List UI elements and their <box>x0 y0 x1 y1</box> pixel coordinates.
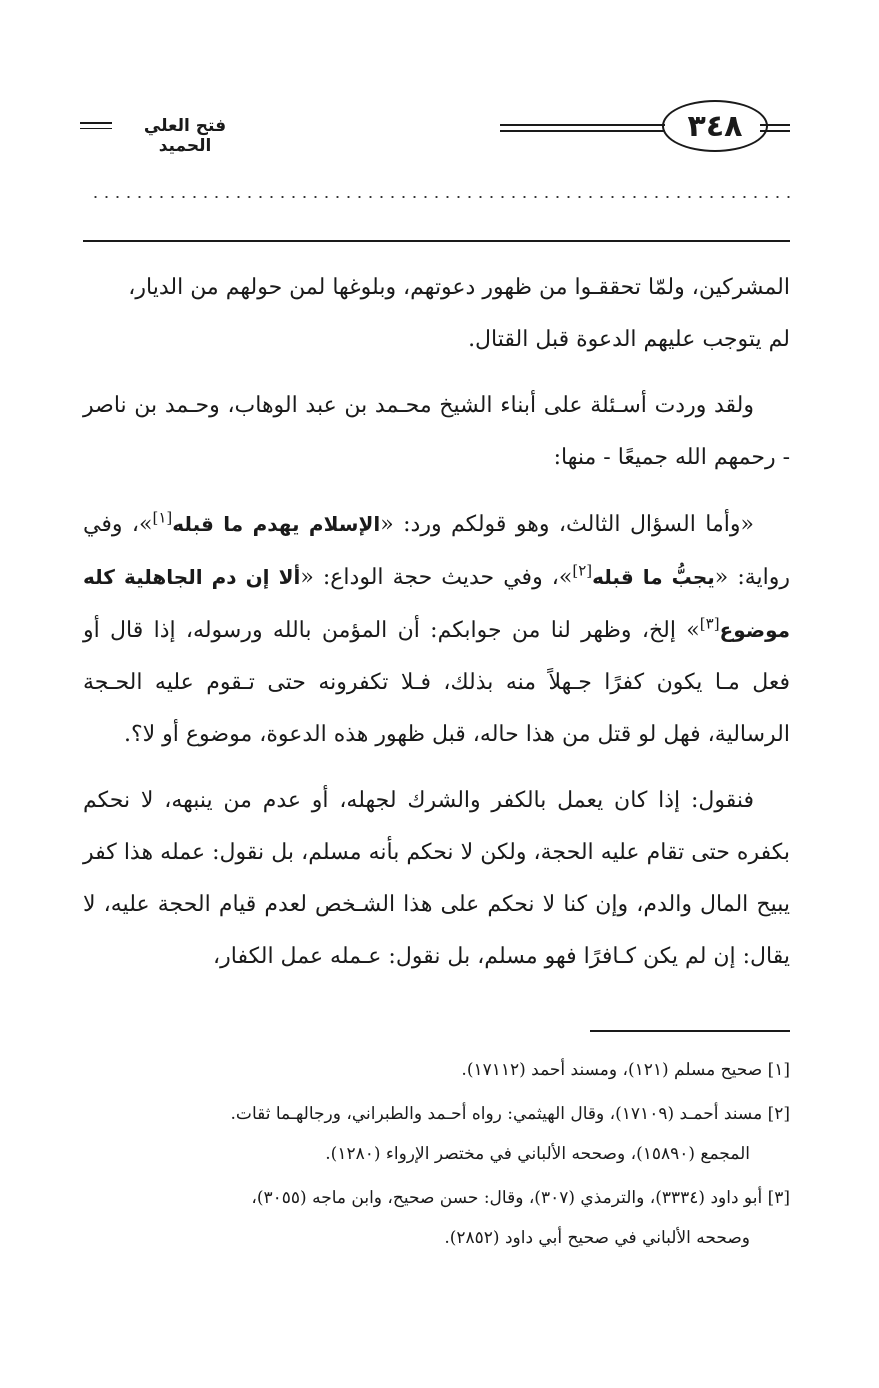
footnote-ref-2[interactable]: [٢] <box>572 561 593 580</box>
paragraph-3 <box>83 498 790 761</box>
p1-line1: المشركين، ولمّا تحققـوا من ظهور دعوتهم، وبلوغها لمن حولهم من الديار، <box>128 275 790 300</box>
footnotes <box>83 1050 790 1262</box>
footnote-ref-3[interactable]: [٣] <box>699 614 720 633</box>
hadith-quote-3: ألا إن دم الجاهلية كله موضوع <box>83 565 790 642</box>
main-text <box>83 262 790 997</box>
p3-text-b: »، وفي رواية: « <box>83 512 791 590</box>
footnote-2 <box>83 1094 790 1174</box>
paragraph-4: فنقول: إذا كان يعمل بالكفر والشرك لجهله، أو عدم من ينبهه، لا نحكم بكفره حتى تقام عليه الحجة، ولكن لا نحكم بأنه مسلم، بل نقول: عمله هذا كفر يبيح المال والدم، وإن كنا لا نحكم على هذا الشـخص لعدم قيام الحجة عليه، لا يقال: إن لم يكن كـافرًا فهو مسلم، بل نقول: عـمله عمل الكفار، <box>83 788 790 969</box>
paragraph-1 <box>83 262 790 366</box>
hadith-quote-2: يجبُّ ما قبله <box>592 565 715 589</box>
hadith-quote-1: الإسلام يهدم ما قبله <box>172 512 381 536</box>
footnote-2-line1: [٢] مسند أحمـد (١٧١٠٩)، وقال الهيثمي: رواه أحـمد والطبراني، ورجالهـما ثقات. <box>230 1104 790 1124</box>
p3-text-d: » إلخ، وظهر لنا من جوابكم: أن المؤمن بالله ورسوله، إذا قال أو فعل مـا يكون كفرًا جـهلاً منه بذلك، فـلا تكفرونه حتى تـقوم عليه الحـجة الرسالية، فهل لو قتل من هذا حاله، قبل ظهور هذه الدعوة، موضوع أو لا؟. <box>83 618 790 747</box>
header-rule-upper <box>500 124 665 126</box>
footnote-3 <box>83 1178 790 1258</box>
page-number: ٣٤٨ <box>662 100 768 152</box>
footnote-1: [١] صحيح مسلم (١٢١)، ومسند أحمد (١٧١١٢). <box>461 1060 790 1080</box>
header-dash-ornament <box>80 122 112 133</box>
p3-text-c: »، وفي حديث حجة الوداع: « <box>300 565 573 590</box>
p3-text-a: «وأما السؤال الثالث، وهو قولكم ورد: « <box>380 512 754 537</box>
footnote-rule <box>590 1030 790 1032</box>
header-rule-lower <box>500 130 665 132</box>
dotted-separator <box>90 196 790 198</box>
body-top-rule <box>83 240 790 242</box>
book-title: فتح العلي الحميد <box>143 116 227 156</box>
paragraph-2: ولقد وردت أسـئلة على أبناء الشيخ محـمد بن عبد الوهاب، وحـمد بن ناصر - رحمهم الله جميعًا - منها: <box>83 393 790 470</box>
p1-line2: لم يتوجب عليهم الدعوة قبل القتال. <box>468 327 790 352</box>
footnote-3-line1: [٣] أبو داود (٣٣٣٤)، والترمذي (٣٠٧)، وقال: حسن صحيح، وابن ماجه (٣٠٥٥)، <box>251 1188 790 1208</box>
footnote-3-line2: وصححه الألباني في صحيح أبي داود (٢٨٥٢). <box>444 1228 750 1248</box>
footnote-2-line2: المجمع (١٥٨٩٠)، وصححه الألباني في مختصر الإرواء (١٢٨٠). <box>325 1144 750 1164</box>
footnote-ref-1[interactable]: [١] <box>152 508 173 527</box>
